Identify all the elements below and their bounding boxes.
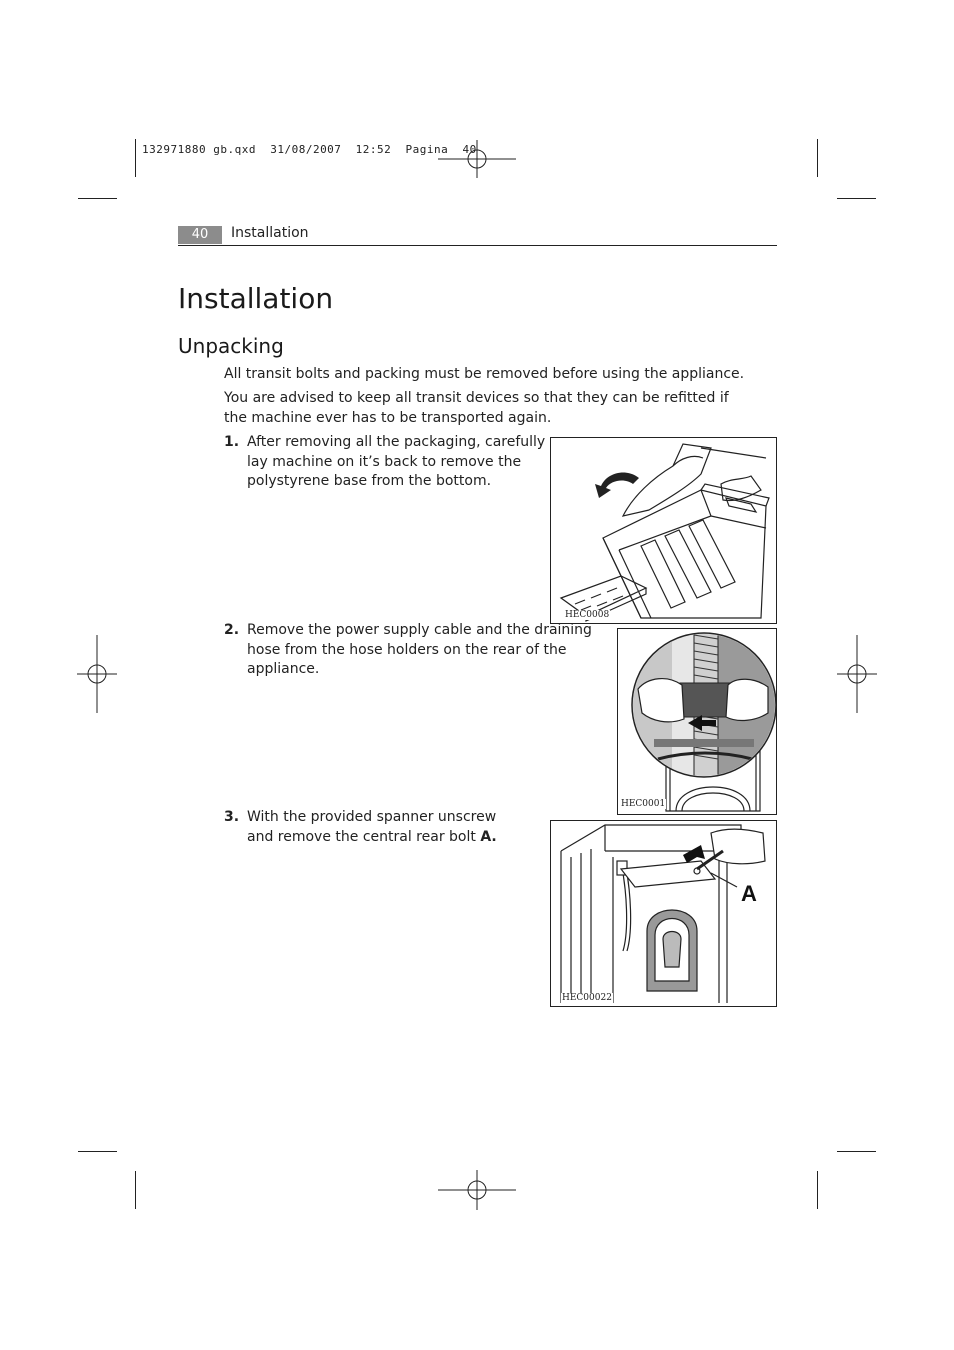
- step-number: 3.: [224, 809, 240, 825]
- header-rule: [178, 245, 777, 246]
- registration-mark-icon: [837, 635, 877, 713]
- step-1: [224, 433, 550, 493]
- machine-tilted-illustration: [551, 438, 776, 623]
- step-number: 1.: [224, 434, 240, 450]
- page-number: 40: [178, 226, 222, 244]
- registration-mark-icon: [438, 1170, 516, 1210]
- running-header-section: Installation: [231, 225, 309, 241]
- figure-code: HEC00022: [562, 993, 612, 1003]
- callout-label: A: [741, 881, 757, 906]
- intro-paragraph-2: You are advised to keep all transit devices so that they can be refitted if the machine ever has to be transported again.: [224, 390, 729, 426]
- step-text: [247, 808, 524, 847]
- step-2: [224, 621, 610, 681]
- intro-paragraph-1: All transit bolts and packing must be removed before using the appliance.: [224, 366, 745, 382]
- step-number: 2.: [224, 622, 240, 638]
- figure-remove-hose-from-holders: [617, 628, 777, 815]
- figure-code: HEC0008: [565, 610, 610, 620]
- print-slug: 132971880 gb.qxd 31/08/2007 12:52 Pagina 40: [142, 143, 477, 156]
- step-text-main: With the provided spanner unscrew and remove the central rear bolt: [247, 809, 497, 845]
- step-text: Remove the power supply cable and the draining hose from the hose holders on the rear of the appliance.: [247, 622, 592, 677]
- registration-mark-icon: [77, 635, 117, 713]
- figure-code: HEC0001: [621, 799, 666, 809]
- step-3: [224, 808, 524, 850]
- step-text: After removing all the packaging, carefully lay machine on it’s back to remove the polystyrene base from the bottom.: [247, 434, 546, 489]
- figure-unscrew-rear-bolt: [550, 820, 777, 1007]
- page-title: Installation: [178, 282, 334, 315]
- hose-holder-illustration: [618, 629, 776, 814]
- bolt-label: A.: [480, 828, 497, 845]
- rear-bolt-illustration: [551, 821, 776, 1006]
- section-heading: Unpacking: [178, 334, 284, 358]
- figure-remove-polystyrene-base: [550, 437, 777, 624]
